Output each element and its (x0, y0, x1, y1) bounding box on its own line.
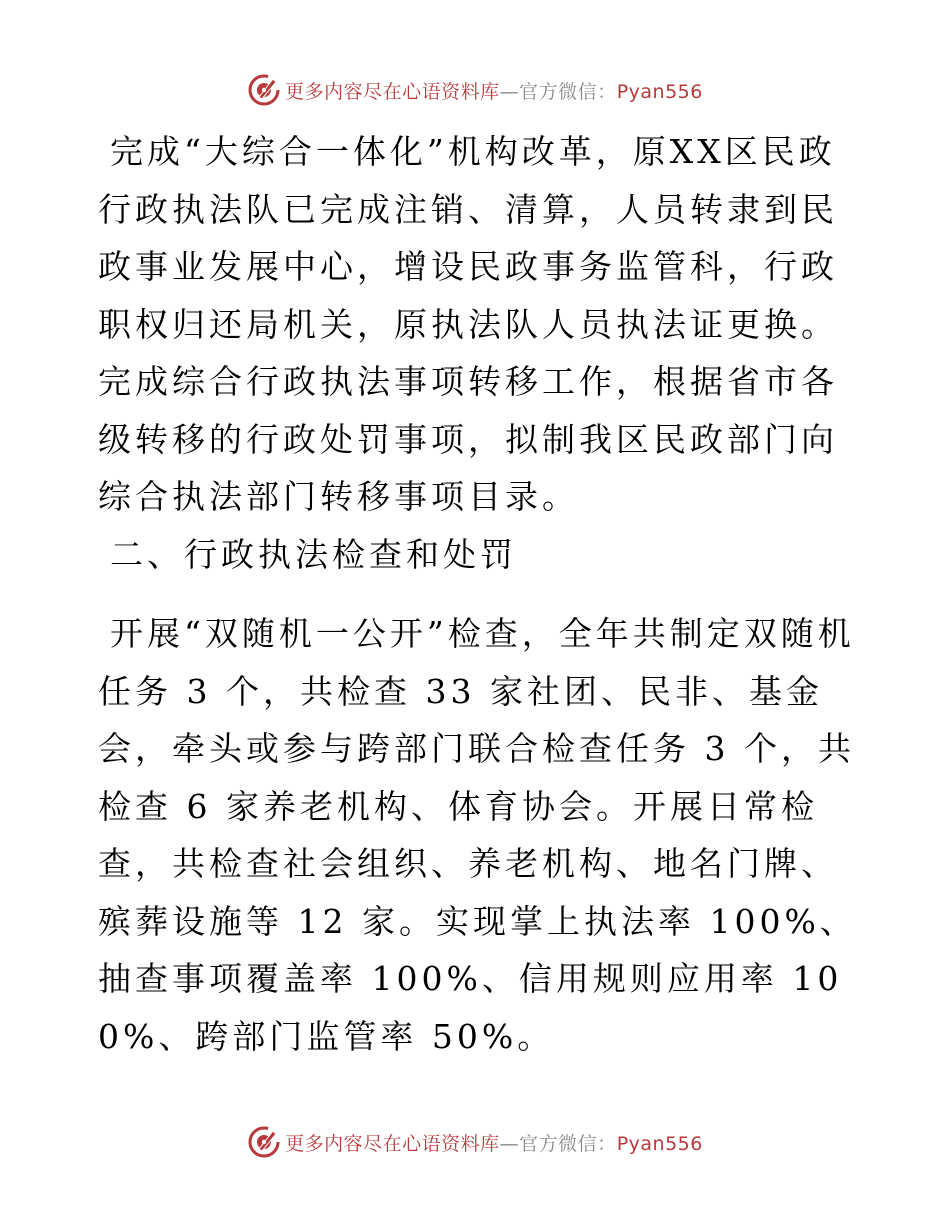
watermark-separator: — (499, 80, 520, 103)
pen-logo-icon (247, 1125, 281, 1159)
section-heading-2: 二、行政执法检查和处罚 (110, 534, 517, 574)
watermark-wechat-label: 官方微信： (519, 1132, 617, 1155)
watermark-wechat-label: 官方微信： (519, 80, 617, 103)
header-watermark (0, 70, 950, 110)
document-body (98, 123, 858, 1065)
watermark-wechat-id: Pyan556 (616, 1132, 703, 1155)
watermark-text (285, 1129, 703, 1156)
pen-logo-icon (247, 73, 281, 107)
paragraph-2: 开展“双随机一公开”检查，全年共制定双随机任务 3 个，共检查 33 家社团、民非、基金会，牵头或参与跨部门联合检查任务 3 个，共检查 6 家养老机构、体育协会。开展日常检查，共检查社会组织、养老机构、地名门牌、殡葬设施等 12 家。实现掌上执法率 100%、抽查事项覆盖率 100%、信用规则应用率 100%、跨部门监管率 50%。 (98, 614, 857, 1056)
watermark-wechat-id: Pyan556 (616, 80, 703, 103)
paragraph-1: 完成“大综合一体化”机构改革，原XX区民政行政执法队已完成注销、清算，人员转隶到民政事业发展中心，增设民政事务监管科，行政职权归还局机关，原执法队人员执法证更换。完成综合行政执法事项转移工作，根据省市各级转移的行政处罚事项，拟制我区民政部门向综合执法部门转移事项目录。 (98, 132, 838, 516)
watermark-main-text: 更多内容尽在心语资料库 (285, 1132, 500, 1155)
footer-watermark (0, 1122, 950, 1162)
watermark-separator: — (499, 1132, 520, 1155)
watermark-main-text: 更多内容尽在心语资料库 (285, 80, 500, 103)
watermark-text (285, 77, 703, 104)
